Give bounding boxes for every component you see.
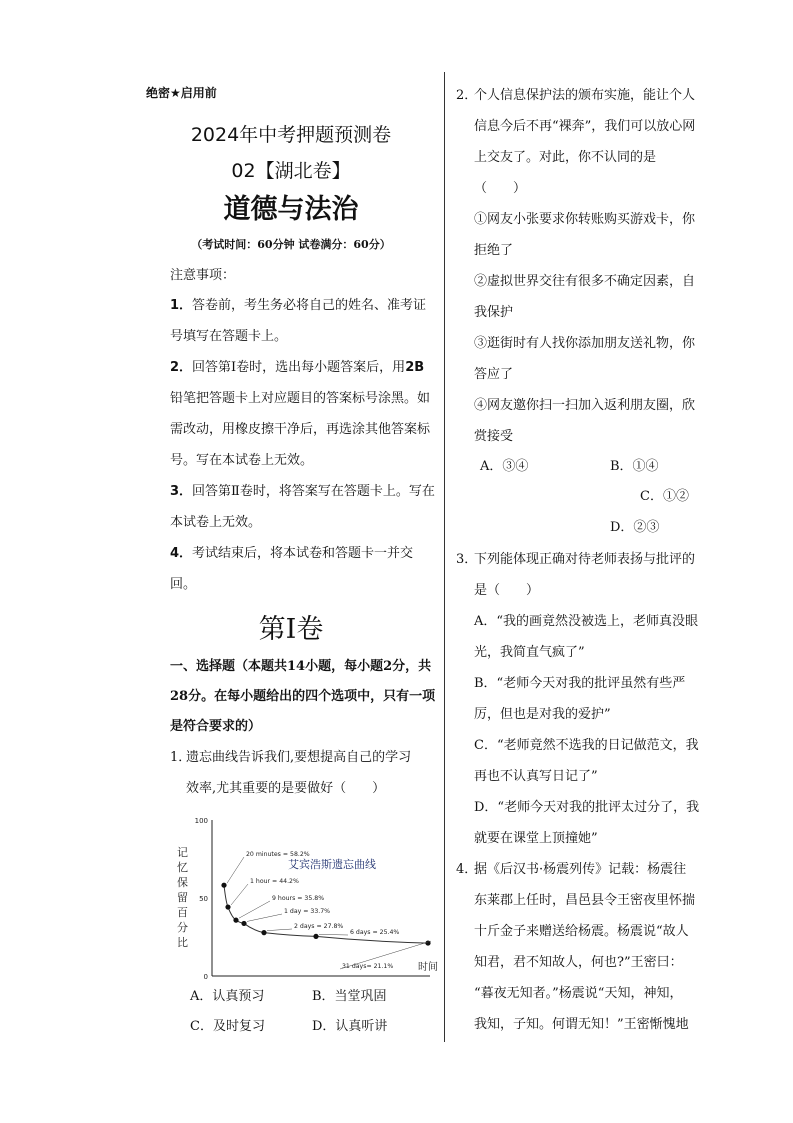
option-c[interactable]: C．及时复习 [190, 1019, 265, 1034]
y-axis-label: 比 [177, 936, 188, 949]
forgetting-curve-chart [174, 810, 446, 982]
question-stem: 下列能体现正确对待老师表扬与批评的 [474, 552, 696, 567]
data-label: 1 hour = 44.2% [250, 878, 299, 885]
option-c[interactable]: C．①② [640, 489, 689, 504]
question-stem: 是（ ） [474, 583, 540, 598]
option-d-cont[interactable]: 就要在课堂上顶撞她” [474, 831, 598, 846]
note-item [146, 352, 436, 476]
option-b[interactable]: B．当堂巩固 [312, 989, 387, 1004]
question-1 [146, 742, 436, 804]
option-a[interactable]: A．认真预习 [190, 989, 265, 1004]
option-a[interactable]: A．③④ [480, 459, 529, 474]
question-stem: 东莱郡上任时，昌邑县令王密夜里怀揣 [474, 893, 696, 908]
data-point [313, 934, 318, 939]
right-column [456, 80, 728, 1040]
question-number: 2． [456, 88, 478, 103]
note-number: 1． [170, 298, 193, 313]
data-label: 6 days = 25.4% [350, 929, 400, 936]
label-leader [319, 934, 348, 935]
note-text: 铅笔把答题卡上对应题目的答案标号涂黑。如需改动，用橡皮擦干净后，再选涂其他答案标号。写在本试卷上无效。 [170, 391, 431, 468]
section-title: 第Ⅰ卷 [258, 614, 324, 645]
note-text: 考试结束后，将本试卷和答题卡一并交回。 [170, 546, 414, 592]
question-number: 3． [456, 552, 478, 567]
option-c-cont[interactable]: 再也不认真写日记了” [474, 769, 598, 784]
note-number: 3． [170, 484, 193, 499]
y-axis-label: 记 [177, 846, 188, 859]
question-stem: 十斤金子来赠送给杨震。杨震说“故人 [474, 924, 689, 939]
note-item [146, 476, 436, 538]
option-d[interactable]: D．认真听讲 [312, 1019, 388, 1034]
y-axis-label: 保 [177, 876, 188, 889]
question-stem: 知君，君不知故人，何也?”王密曰： [474, 955, 683, 970]
y-axis-label: 忆 [177, 861, 188, 874]
option-d[interactable]: D．“老师今天对我的批评太过分了，我 [474, 800, 700, 815]
label-leader [267, 929, 292, 931]
note-item [146, 290, 436, 352]
data-point [221, 883, 226, 888]
chart-title: 艾宾浩斯遗忘曲线 [288, 858, 376, 871]
answer-blank: （ ） [474, 181, 527, 196]
note-bold-text: 2B [405, 360, 425, 375]
question-2-options [456, 452, 728, 544]
note-text: 回答第Ⅰ卷时，选出每小题答案后，用 [192, 360, 406, 375]
secret-label: 绝密★启用前 [146, 86, 217, 100]
data-label: 1 day = 33.7% [284, 908, 331, 915]
exam-subtitle: 02【湖北卷】 [231, 160, 351, 182]
data-point [241, 921, 246, 926]
data-point [225, 904, 230, 909]
question-stem: 我知，子知。何谓无知！”王密惭愧地 [474, 1017, 689, 1032]
statement-item: 拒绝了 [474, 243, 514, 258]
statement-item: 赏接受 [474, 429, 514, 444]
note-text: 回答第Ⅱ卷时，将答案写在答题卡上。写在本试卷上无效。 [170, 484, 435, 530]
label-leader [231, 884, 248, 905]
question-stem: 上交友了。对此，你不认同的是 [474, 150, 657, 165]
question-1-options [146, 982, 436, 1042]
note-number: 2． [170, 360, 193, 375]
left-column [146, 82, 436, 1042]
question-4 [456, 854, 728, 1040]
question-stem: 效率,尤其重要的是要做好（ ） [186, 781, 386, 796]
question-2 [456, 80, 728, 452]
option-a-cont[interactable]: 光，我简直气疯了” [474, 645, 585, 660]
question-stem: 遗忘曲线告诉我们,要想提高自己的学习 [186, 750, 412, 765]
question-stem: 信息今后不再“裸奔”，我们可以放心网 [474, 119, 696, 134]
chart-svg [174, 810, 446, 982]
statement-item: ①网友小张要求你转账购买游戏卡，你 [474, 212, 696, 227]
option-d[interactable]: D．②③ [610, 520, 660, 535]
statement-item: ④网友邀你扫一扫加入返利朋友圈，欣 [474, 398, 696, 413]
question-3 [456, 544, 728, 854]
label-leader [239, 901, 270, 918]
question-number: 4． [456, 862, 478, 877]
data-point [233, 918, 238, 923]
option-a[interactable]: A．“我的画竟然没被选上，老师真没眼 [474, 614, 699, 629]
data-point [261, 930, 266, 935]
data-label: 20 minutes = 58.2% [246, 851, 310, 858]
statement-item: ②虚拟世界交往有很多不确定因素，自 [474, 274, 696, 289]
y-tick-label: 0 [203, 973, 208, 981]
note-number: 4． [170, 546, 193, 561]
statement-item: ③逛街时有人找你添加朋友送礼物，你 [474, 336, 696, 351]
statement-item: 答应了 [474, 367, 514, 382]
y-axis-label: 留 [177, 891, 188, 904]
question-stem: 个人信息保护法的颁布实施，能让个人 [474, 88, 696, 103]
section-description: 一、选择题（本题共14小题，每小题2分，共28分。在每小题给出的四个选项中，只有一项是符合要求的） [170, 659, 436, 734]
data-label: 9 hours = 35.8% [272, 895, 325, 902]
y-tick-label: 50 [199, 895, 208, 903]
label-leader [227, 857, 244, 883]
subject-title: 道德与法治 [223, 194, 359, 225]
option-c[interactable]: C．“老师竟然不选我的日记做范文，我 [474, 738, 699, 753]
option-b-cont[interactable]: 厉，但也是对我的爱护” [474, 707, 611, 722]
data-label: 2 days = 27.8% [294, 923, 344, 930]
option-b[interactable]: B．“老师今天对我的批评虽然有些严 [474, 676, 686, 691]
x-axis-label: 时间 [418, 962, 438, 973]
statement-item: 我保护 [474, 305, 514, 320]
data-label: 31 days= 21.1% [342, 963, 394, 970]
notes-heading: 注意事项： [170, 268, 236, 283]
note-text: 答卷前，考生务必将自己的姓名、准考证号填写在答题卡上。 [170, 298, 427, 344]
exam-title: 2024年中考押题预测卷 [190, 124, 392, 146]
note-item [146, 538, 436, 600]
exam-info: （考试时间：60分钟 试卷满分：60分） [191, 238, 391, 251]
y-axis-label: 分 [177, 921, 188, 934]
y-axis-label: 百 [177, 906, 188, 919]
option-b[interactable]: B．①④ [610, 459, 659, 474]
question-number: 1． [170, 750, 192, 765]
label-leader [247, 914, 282, 921]
question-stem: “暮夜无知者。”杨震说“天知，神知， [474, 986, 683, 1001]
question-stem: 据《后汉书·杨震列传》记载：杨震往 [474, 862, 687, 877]
y-tick-label: 100 [194, 817, 208, 825]
